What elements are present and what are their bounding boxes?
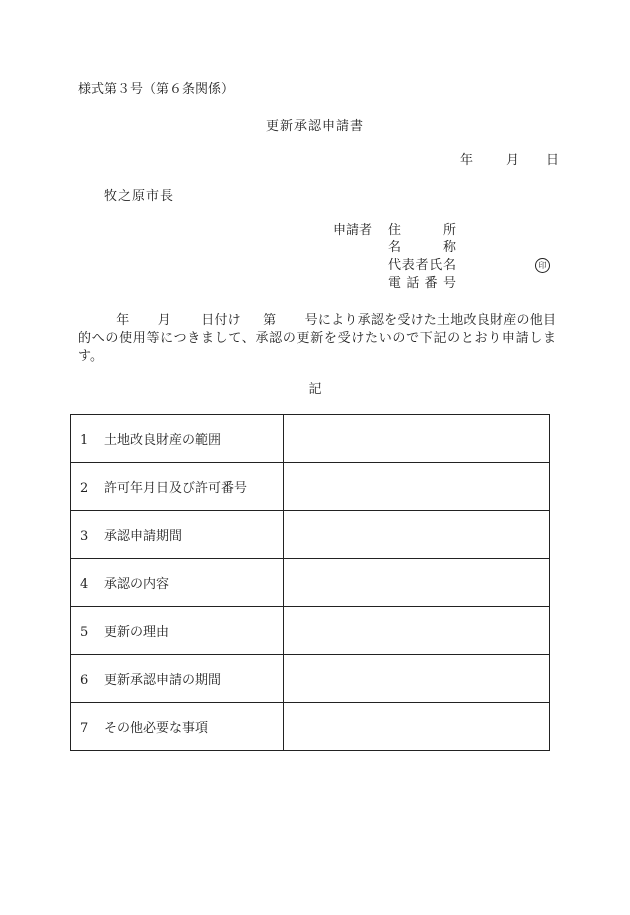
item-label-cell (71, 559, 284, 607)
seal-mark: 印 (535, 258, 550, 273)
items-table (70, 414, 550, 751)
item-value-cell[interactable] (284, 559, 550, 607)
item-label: 更新承認申請の期間 (104, 673, 222, 688)
item-number: 1 (80, 433, 89, 448)
item-value-cell[interactable] (284, 511, 550, 559)
table-row (71, 511, 550, 559)
table-row (71, 559, 550, 607)
item-label-cell (71, 703, 284, 751)
body-no: 第 (262, 313, 277, 328)
table-row (71, 703, 550, 751)
form-number: 様式第３号（第６条関係） (78, 82, 235, 97)
applicant-label: 申請者 (333, 223, 373, 238)
item-label: 許可年月日及び許可番号 (104, 481, 248, 496)
date-year-label: 年 (460, 153, 474, 168)
item-label: 更新の理由 (104, 625, 170, 640)
item-label-cell (71, 511, 284, 559)
item-value-cell[interactable] (284, 703, 550, 751)
application-body-text (78, 312, 556, 366)
date-month-label: 月 (506, 153, 520, 168)
item-label-cell (71, 463, 284, 511)
item-label-cell (71, 655, 284, 703)
item-number: 2 (80, 481, 89, 496)
item-number: 3 (80, 529, 89, 544)
table-row (71, 415, 550, 463)
document-title: 更新承認申請書 (265, 119, 364, 134)
item-label: 土地改良財産の範囲 (104, 433, 222, 448)
item-label: 承認の内容 (104, 577, 170, 592)
body-year: 年 (116, 313, 130, 328)
ki-label: 記 (308, 382, 322, 397)
item-label: 承認申請期間 (104, 529, 183, 544)
item-label-cell (71, 607, 284, 655)
name-field-label: 名称 (388, 240, 456, 255)
body-dated: 日付け (200, 313, 241, 328)
item-value-cell[interactable] (284, 415, 550, 463)
body-text: 号により承認を受けた土地改良財産の他目的への使用等につきまして、承認の更新を受けたいので下記のとおり申請します。 (78, 313, 556, 364)
address-field-label: 住所 (388, 223, 456, 238)
item-label-cell (71, 415, 284, 463)
addressee: 牧之原市長 (104, 189, 175, 204)
item-label: その他必要な事項 (104, 721, 209, 736)
representative-field-label: 代表者氏名 (388, 258, 456, 273)
table-row (71, 655, 550, 703)
body-month: 月 (157, 313, 171, 328)
table-row (71, 463, 550, 511)
item-value-cell[interactable] (284, 607, 550, 655)
item-value-cell[interactable] (284, 463, 550, 511)
item-number: 6 (80, 673, 89, 688)
date-day-label: 日 (546, 153, 560, 168)
date-line (460, 153, 559, 169)
table-row (71, 607, 550, 655)
phone-field-label: 電話番号 (388, 276, 456, 291)
item-number: 5 (80, 625, 89, 640)
item-value-cell[interactable] (284, 655, 550, 703)
item-number: 7 (80, 721, 89, 736)
item-number: 4 (80, 577, 89, 592)
